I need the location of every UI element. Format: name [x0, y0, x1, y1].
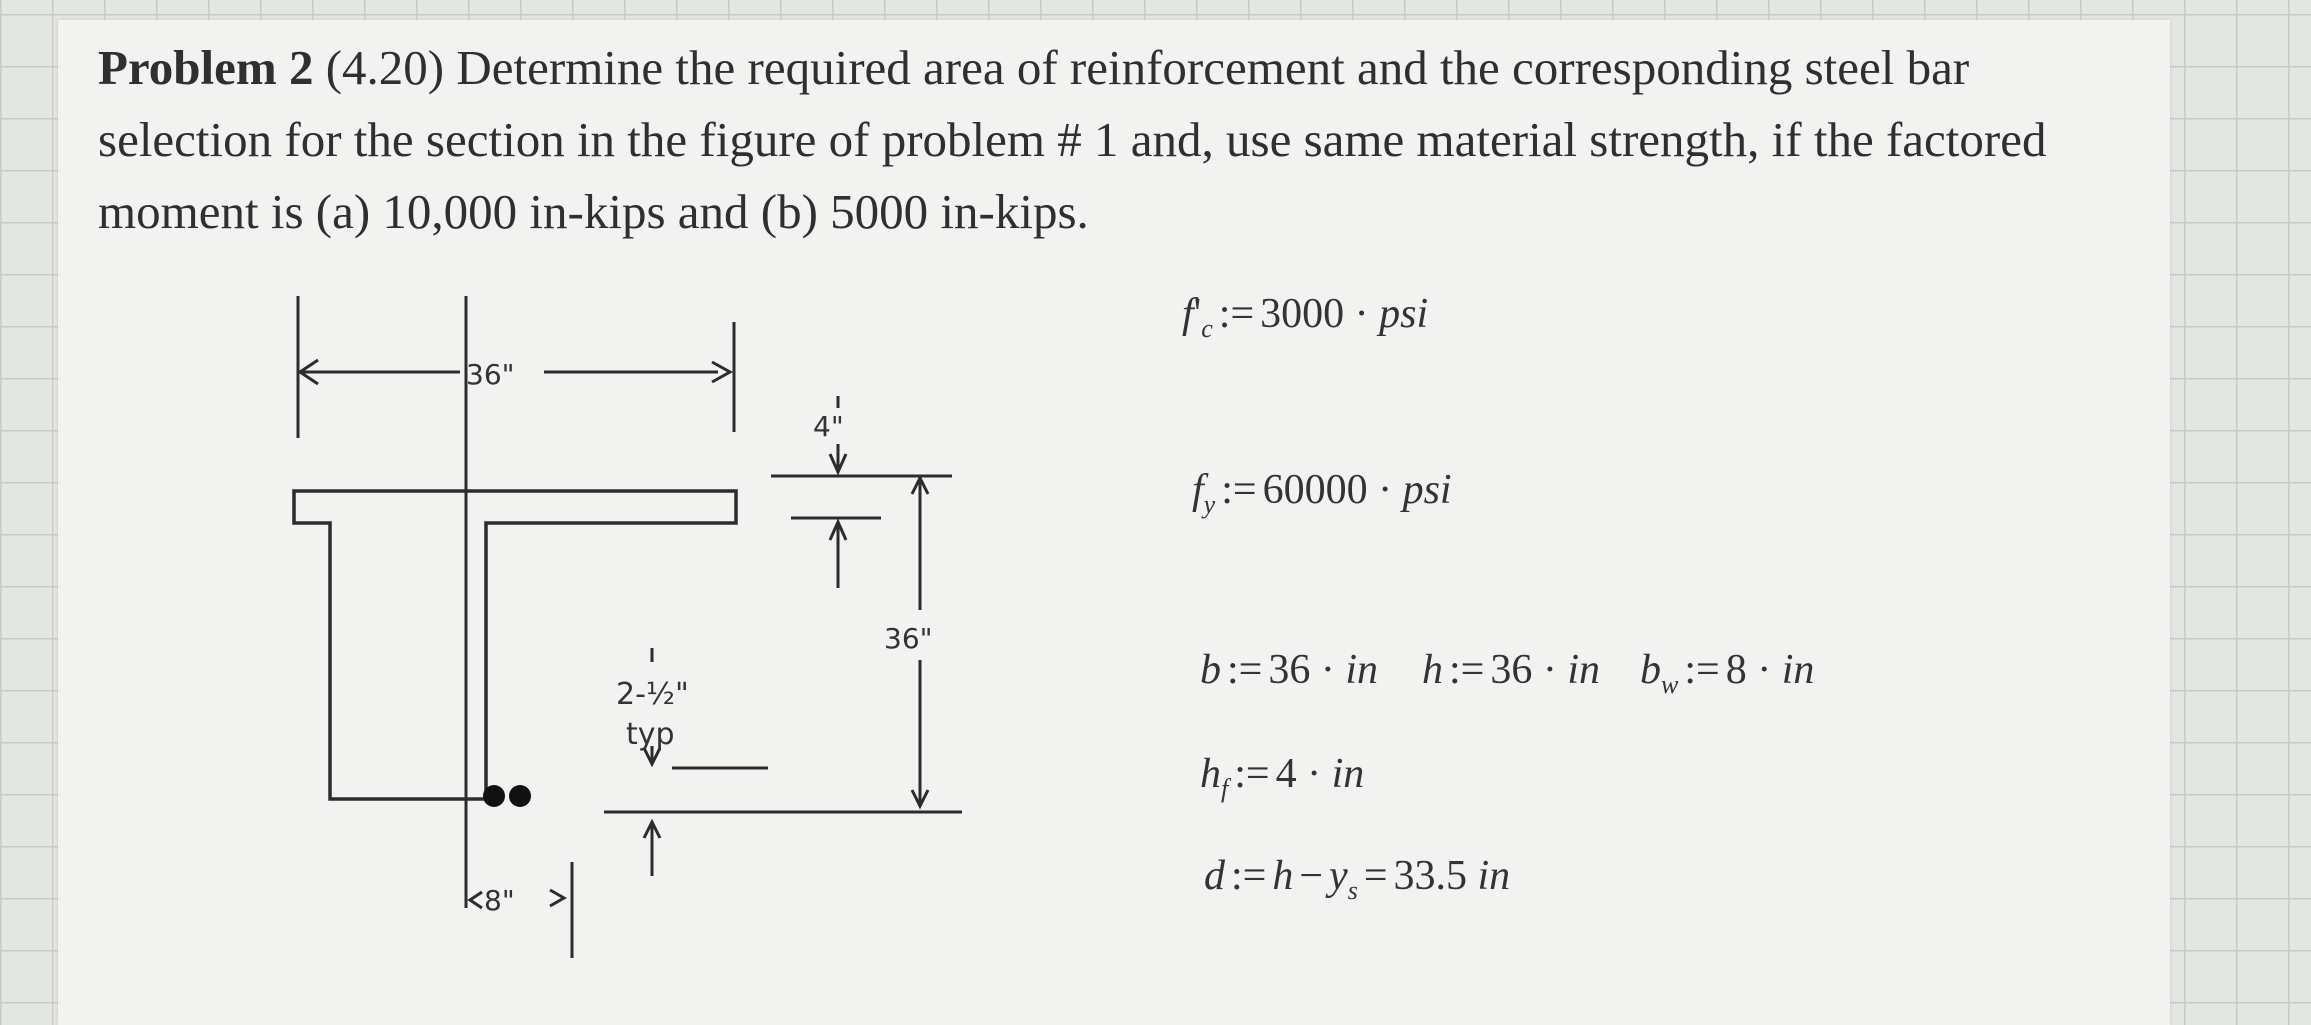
t-beam-drawing: [268, 296, 968, 976]
problem-text: Determine the required area of reinforcement and the corresponding steel bar selection for the section in the figure of problem # 1 and, use same material strength, if the factored moment is (a) 10,000 in-kips and (b) 5000 in-kips.: [98, 40, 2047, 239]
equation-d: d := $h - y_s = 33.5$ in: [1204, 853, 1511, 905]
rebar-right: [509, 785, 531, 807]
web-width-label: 8": [484, 884, 515, 917]
flange-thickness-label: 4": [813, 410, 844, 443]
equation-b: b := 36 · in: [1200, 647, 1379, 693]
equation-fy: $f_y$ := 60000 · psi: [1192, 467, 1452, 519]
flange-width-label: 36": [466, 358, 515, 391]
problem-label: Problem 2: [98, 40, 314, 95]
equation-h: h := 36 · in: [1422, 647, 1601, 693]
equation-fc: $f'_c$ := 3000 · psi: [1182, 291, 1429, 343]
equation-bw: $b_w$ := 8 · in: [1640, 647, 1815, 699]
problem-reference: (4.20): [325, 40, 445, 95]
depth-label: 36": [884, 622, 933, 655]
problem-statement: [98, 32, 2118, 248]
equation-hf: $h_f$ := 4 · in: [1200, 751, 1365, 803]
cover-label: 2-½": [616, 677, 689, 712]
t-beam-figure: [268, 296, 968, 976]
cover-note: typ: [626, 717, 675, 752]
t-section-outline: [294, 491, 736, 799]
rebar-left: [483, 785, 505, 807]
